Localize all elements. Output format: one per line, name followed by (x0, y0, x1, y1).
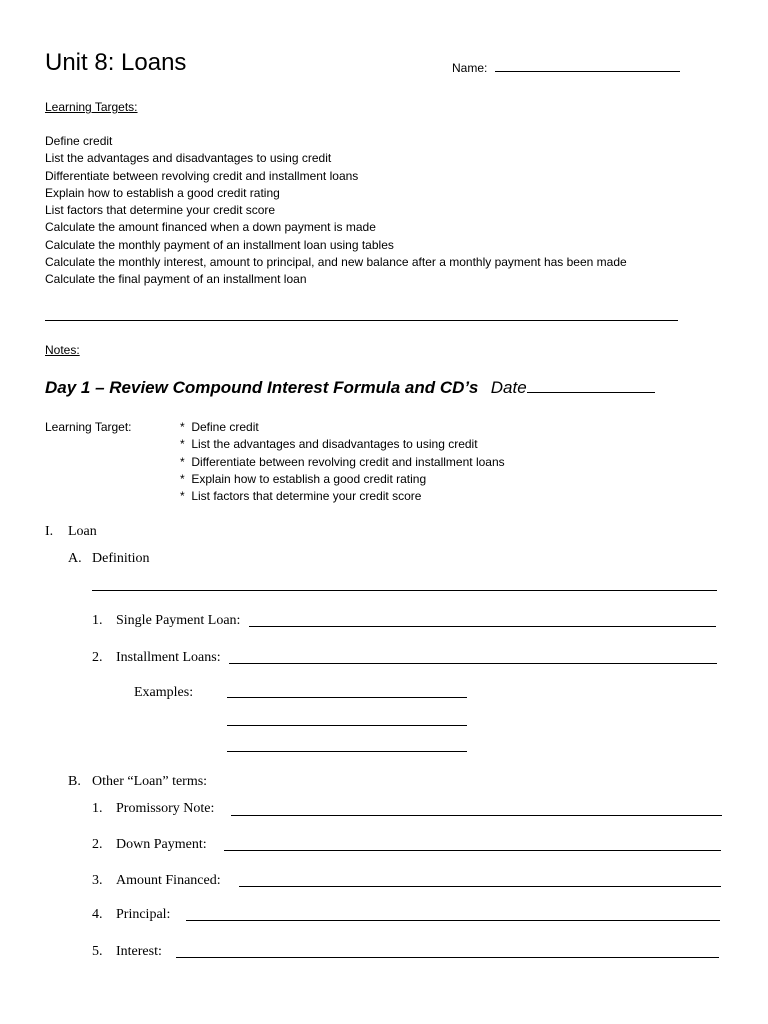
bullet-mark: * (180, 420, 185, 434)
section-divider (45, 320, 678, 321)
section-i-numeral: I. (45, 524, 54, 539)
target-item: Calculate the final payment of an installment loan (45, 272, 307, 287)
example-blank[interactable] (227, 751, 467, 752)
day1-target-item (180, 454, 505, 471)
target-item: List factors that determine your credit score (45, 203, 276, 218)
target-item: Calculate the monthly payment of an installment loan using tables (45, 237, 394, 252)
interest-blank[interactable] (176, 957, 719, 958)
item1-number: 1. (92, 613, 103, 628)
amount-financed-label: Amount Financed: (116, 873, 221, 888)
target-item: Differentiate between revolving credit and installment loans (45, 168, 359, 183)
page-title: Unit 8: Loans (45, 49, 187, 76)
day1-target-item (180, 436, 505, 453)
bullet-mark: * (180, 471, 185, 486)
interest-label: Interest: (116, 944, 162, 959)
term-number: 4. (92, 907, 103, 922)
day1-header (45, 378, 655, 398)
term-number: 5. (92, 944, 103, 959)
down-payment-blank[interactable] (224, 850, 721, 851)
promissory-note-blank[interactable] (231, 815, 722, 816)
example-blank[interactable] (227, 697, 467, 698)
notes-heading: Notes: (45, 343, 80, 357)
bullet-mark: * (180, 454, 185, 469)
day1-target-item (180, 471, 505, 488)
principal-blank[interactable] (186, 920, 720, 921)
name-blank[interactable] (495, 71, 680, 72)
day1-target-list (180, 419, 505, 505)
subsection-a-title: Definition (92, 551, 150, 566)
learning-targets-heading: Learning Targets: (45, 100, 138, 114)
day1-target-text: List factors that determine your credit score (191, 489, 422, 504)
day1-target-item (180, 419, 505, 436)
down-payment-label: Down Payment: (116, 837, 207, 852)
day1-target-text: List the advantages and disadvantages to using credit (191, 437, 478, 452)
term-number: 2. (92, 837, 103, 852)
principal-label: Principal: (116, 907, 171, 922)
example-blank[interactable] (227, 725, 467, 726)
bullet-mark: * (180, 489, 185, 504)
subsection-b-title: Other “Loan” terms: (92, 774, 208, 789)
section-i-title: Loan (68, 524, 97, 539)
single-payment-loan-blank[interactable] (249, 626, 716, 627)
target-item: Define credit (45, 134, 113, 148)
day1-target-text: Explain how to establish a good credit rating (191, 471, 427, 486)
installment-loans-blank[interactable] (229, 663, 717, 664)
target-item: Explain how to establish a good credit rating (45, 185, 280, 200)
learning-targets-list (45, 133, 627, 289)
date-blank[interactable] (527, 392, 655, 393)
term-number: 3. (92, 873, 103, 888)
target-item: Calculate the amount financed when a down payment is made (45, 220, 376, 235)
day1-target-text: Differentiate between revolving credit and installment loans (191, 454, 505, 469)
examples-label: Examples: (134, 685, 194, 700)
definition-blank[interactable] (92, 590, 717, 591)
single-payment-loan-label: Single Payment Loan: (116, 613, 241, 628)
target-item: Calculate the monthly interest, amount to principal, and new balance after a monthly payment has been made (45, 255, 627, 270)
promissory-note-label: Promissory Note: (116, 801, 215, 816)
date-label: Date (490, 378, 527, 397)
name-label: Name: (452, 61, 488, 75)
subsection-b-label: B. (68, 774, 81, 789)
bullet-mark: * (180, 437, 185, 452)
amount-financed-blank[interactable] (239, 886, 721, 887)
day1-target-label: Learning Target: (45, 420, 132, 434)
day1-target-text: Define credit (191, 420, 259, 434)
item2-number: 2. (92, 650, 103, 665)
name-field (452, 61, 680, 75)
day1-title: Day 1 – Review Compound Interest Formula and CD’s (45, 378, 479, 397)
subsection-a-label: A. (68, 551, 82, 566)
target-item: List the advantages and disadvantages to using credit (45, 151, 332, 166)
installment-loans-label: Installment Loans: (116, 650, 221, 665)
day1-target-item (180, 488, 505, 505)
term-number: 1. (92, 801, 103, 816)
